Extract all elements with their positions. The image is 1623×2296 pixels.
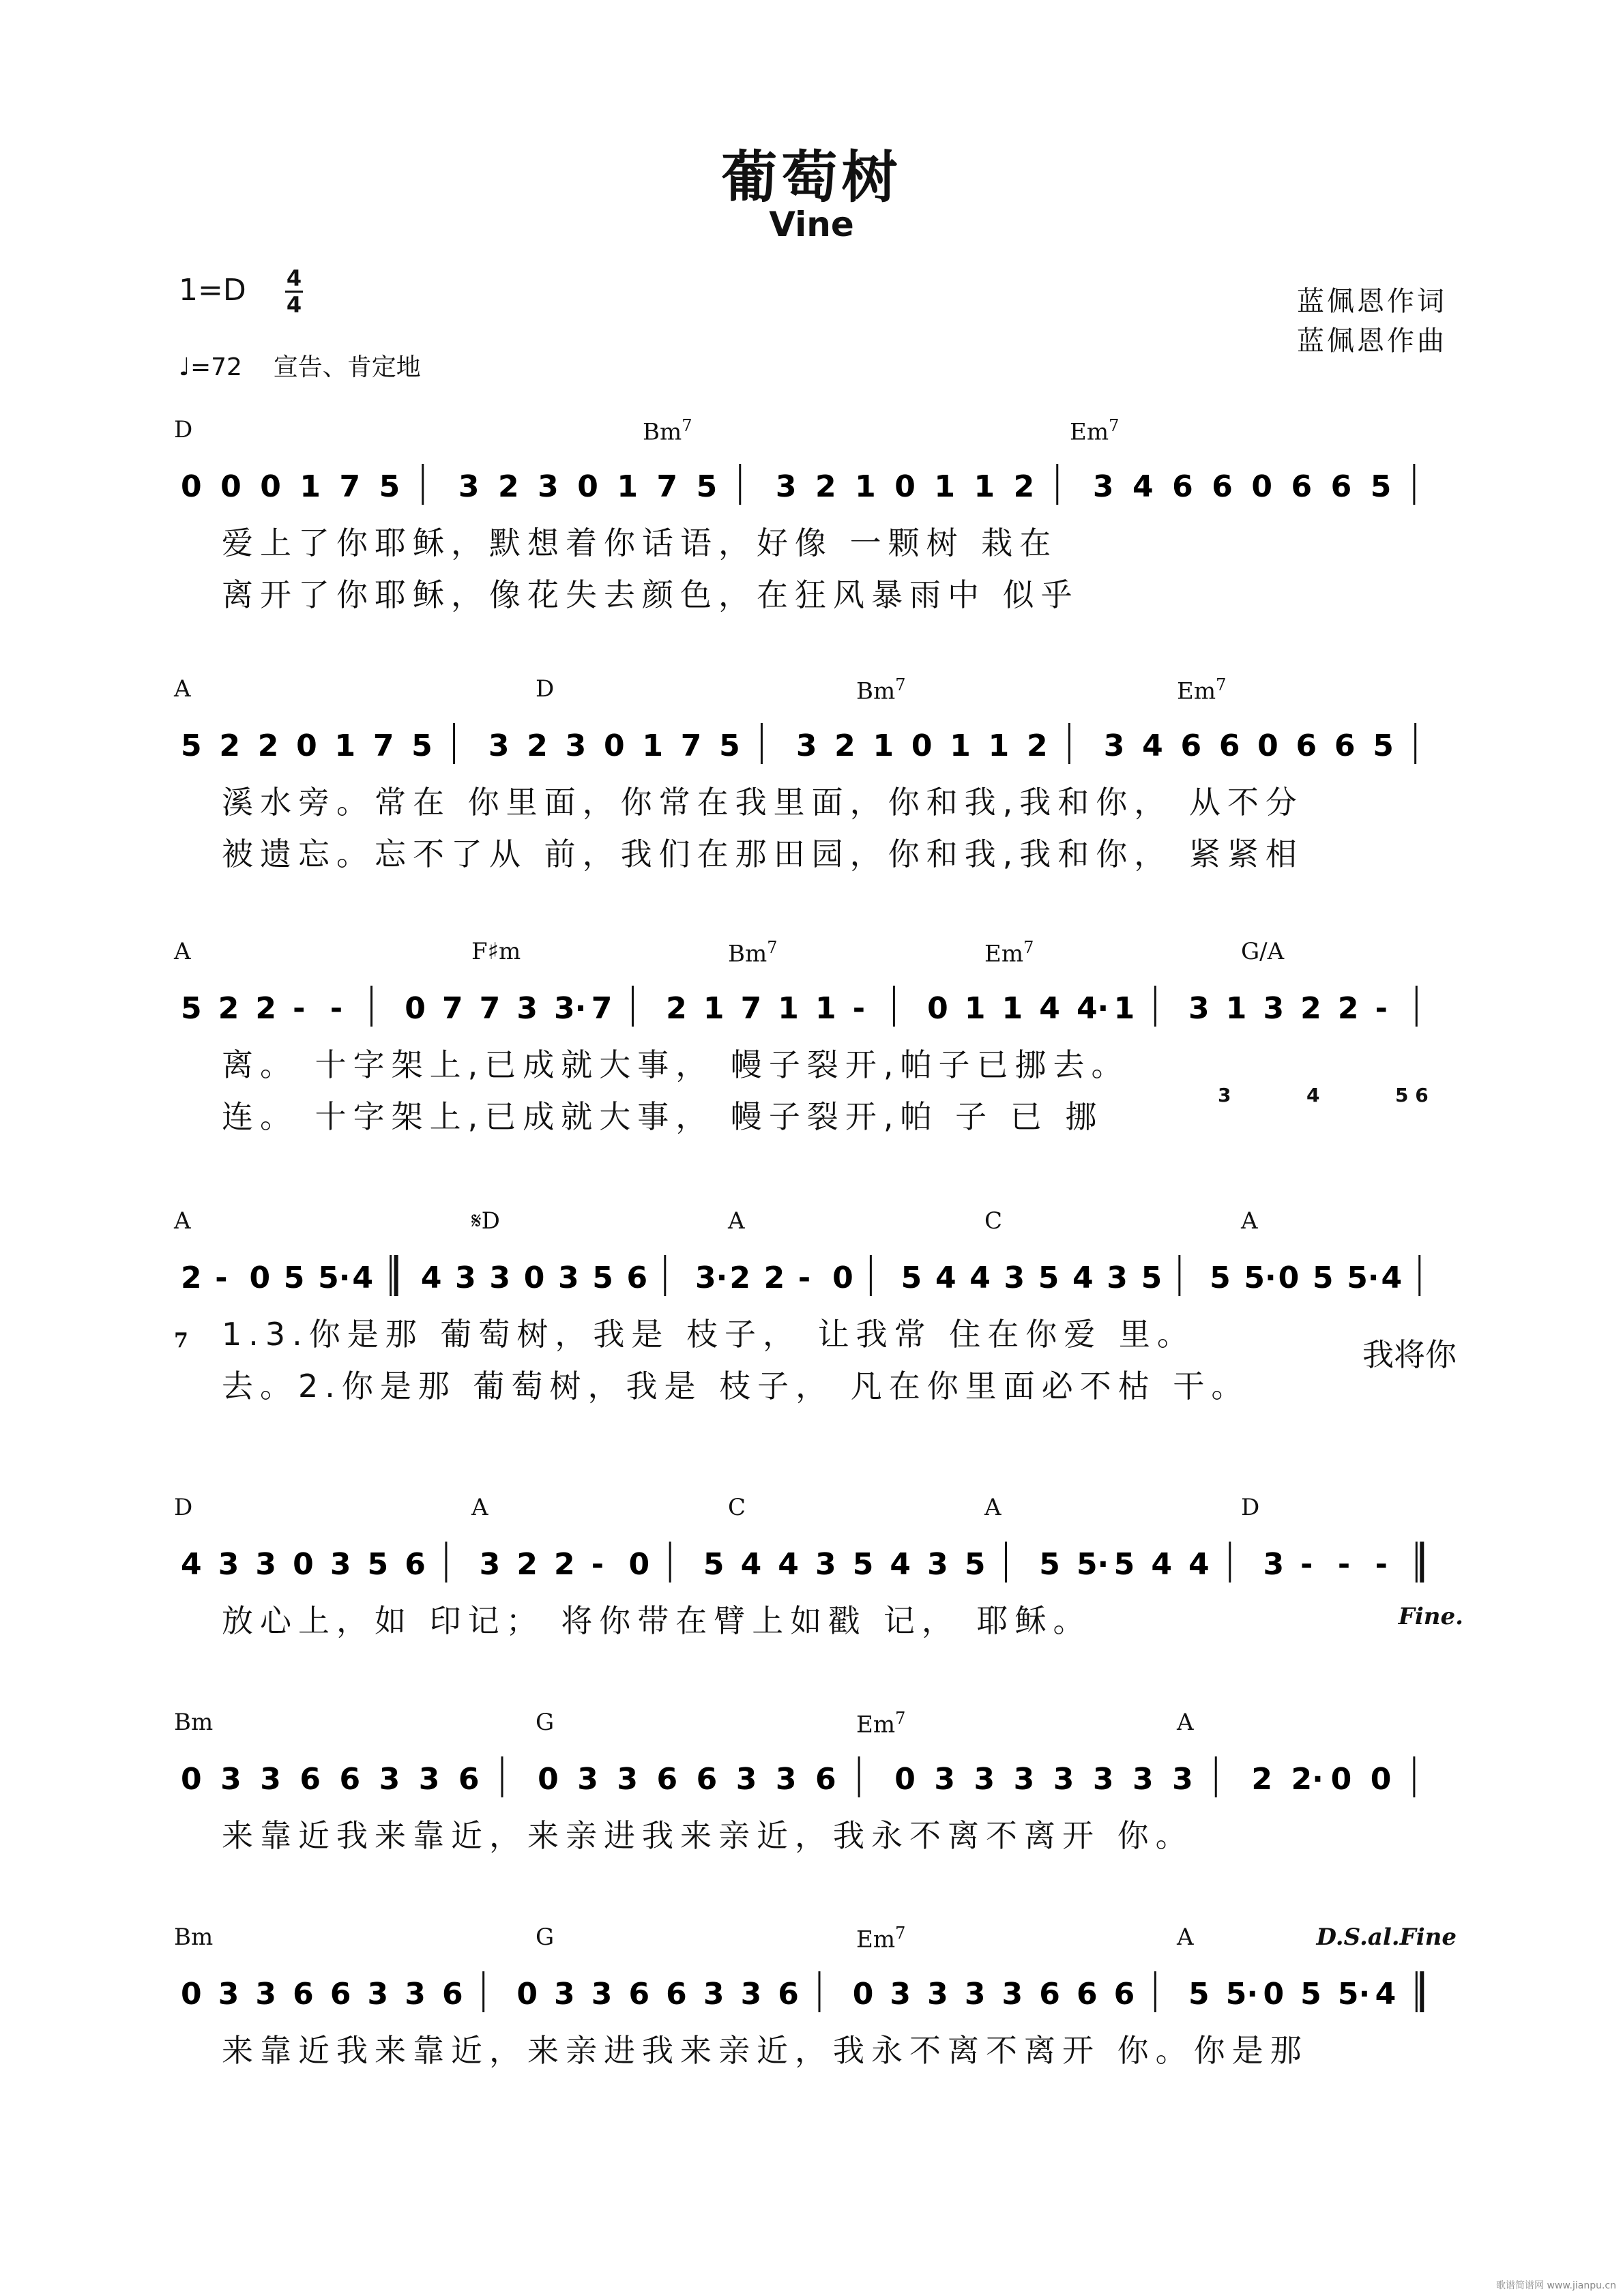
small-note: 7	[174, 1329, 188, 1353]
note-glyph: 1	[642, 728, 663, 763]
note-glyph: 3	[927, 1547, 948, 1582]
music-system	[174, 1709, 1457, 1863]
note-glyph: 2	[1027, 728, 1048, 763]
note-glyph: 6	[441, 1977, 463, 2012]
expression-mark: 宣告、肯定地	[273, 353, 421, 381]
note-glyph: 1	[950, 728, 971, 763]
note-glyph: 4	[890, 1547, 911, 1582]
note-glyph: 2·	[1291, 1762, 1324, 1797]
note-glyph: 3	[1103, 728, 1125, 763]
chord-symbol: A	[1241, 1207, 1258, 1235]
note-glyph: 7	[372, 728, 394, 763]
note-glyph: 0	[220, 469, 242, 504]
note-glyph: 3	[740, 1977, 762, 2012]
note-glyph: 3	[557, 1261, 579, 1295]
note-glyph: 2	[181, 1261, 202, 1295]
note-glyph: 6	[1291, 469, 1313, 504]
note-glyph: 5·	[1225, 1977, 1259, 2012]
lyric-line: 溪水旁。常在 你里面，你常在我里面，你和我,我和你， 从不分	[222, 784, 1304, 821]
chord-symbol: Em$^7$	[1177, 675, 1227, 705]
note-glyph: 5	[1373, 728, 1394, 763]
note-row	[174, 1750, 1457, 1811]
note-glyph: -	[852, 991, 865, 1026]
note-glyph: 5	[1038, 1261, 1059, 1295]
note-glyph: 2	[815, 469, 836, 504]
note-glyph: 3	[890, 1977, 911, 2012]
music-system	[174, 1494, 1463, 1648]
note-glyph: 1	[1225, 991, 1247, 1026]
note-glyph: 4	[1151, 1547, 1172, 1582]
small-note: 5 6	[1395, 1084, 1429, 1106]
time-signature	[285, 266, 303, 317]
chord-symbol: D	[1241, 1494, 1260, 1521]
note-glyph: 4	[778, 1547, 799, 1582]
note-glyph: 3·	[695, 1261, 728, 1295]
note-glyph: 0	[894, 469, 916, 504]
note-glyph: 0	[1278, 1261, 1300, 1295]
note-glyph: 1	[1113, 991, 1135, 1026]
note-glyph: 3	[1092, 469, 1114, 504]
lyric-line: 来靠近我来靠近，来亲进我来亲近，我永不离不离开 你。你是那	[222, 2032, 1308, 2069]
chord-symbol: F♯m	[471, 938, 521, 965]
composer-credit: 蓝佩恩作曲	[1297, 325, 1447, 357]
note-glyph: 4	[1132, 469, 1154, 504]
note-glyph: 4	[181, 1547, 202, 1582]
note-glyph: 6	[405, 1547, 426, 1582]
note-glyph: 4	[969, 1261, 991, 1295]
note-glyph: 5	[1188, 1977, 1210, 2012]
small-note: 3	[1218, 1084, 1231, 1106]
note-glyph: 3	[775, 469, 797, 504]
note-glyph: 6	[293, 1977, 314, 2012]
note-glyph: 3	[260, 1762, 281, 1797]
note-glyph: 4	[1039, 991, 1060, 1026]
note-glyph: 3	[455, 1261, 476, 1295]
note-glyph: 2	[763, 1261, 785, 1295]
watermark: 歌谱简谱网 www.jianpu.cn	[1496, 2280, 1616, 2291]
note-glyph: 3	[330, 1547, 351, 1582]
note-glyph: 5	[1370, 469, 1392, 504]
chord-row	[174, 1709, 1457, 1750]
note-glyph: 3	[255, 1977, 277, 2012]
note-glyph: 6	[1296, 728, 1317, 763]
note-glyph: 5·	[1337, 1977, 1371, 2012]
note-glyph: 3	[591, 1977, 613, 2012]
note-glyph: 5	[852, 1547, 874, 1582]
note-glyph: 0	[1263, 1977, 1285, 2012]
note-glyph: 7	[441, 991, 463, 1026]
note-glyph: 0	[1370, 1762, 1392, 1797]
note-glyph: 5·	[1076, 1547, 1109, 1582]
note-glyph: 3	[964, 1977, 986, 2012]
note-glyph: 3	[1263, 1547, 1285, 1582]
chord-symbol: 𝄋D	[471, 1207, 500, 1235]
note-glyph: 0	[405, 991, 426, 1026]
note-glyph: 5	[901, 1261, 922, 1295]
note-glyph: 3	[488, 728, 510, 763]
note-glyph: 0	[852, 1977, 874, 2012]
note-glyph: 6	[339, 1762, 361, 1797]
note-glyph: 5	[703, 1547, 725, 1582]
note-glyph: 3	[617, 1762, 638, 1797]
chord-symbol: D	[174, 1494, 193, 1521]
chord-symbol: Em$^7$	[856, 1924, 906, 1954]
lyric-line: 离开了你耶稣，像花失去颜色，在狂风暴雨中 似乎	[222, 576, 1079, 613]
note-glyph: 4·	[1076, 991, 1109, 1026]
note-glyph: 3	[516, 991, 538, 1026]
note-glyph: 5	[367, 1547, 389, 1582]
note-glyph: -	[330, 991, 343, 1026]
note-glyph: 0	[260, 469, 281, 504]
chord-symbol: A	[1177, 1709, 1194, 1736]
note-glyph: -	[1337, 1547, 1351, 1582]
note-glyph: -	[1300, 1547, 1313, 1582]
note-glyph: 3	[934, 1762, 955, 1797]
note-glyph: 2	[1337, 991, 1359, 1026]
note-row	[174, 979, 1457, 1040]
note-glyph: 7	[479, 991, 501, 1026]
note-glyph: 3	[1004, 1261, 1025, 1295]
note-glyph: 7	[591, 991, 613, 1026]
note-glyph: 0	[911, 728, 933, 763]
note-glyph: 7	[680, 728, 702, 763]
chord-symbol: A	[174, 1207, 191, 1235]
tempo-mark: ♩=72	[179, 353, 242, 381]
note-glyph: 3	[367, 1977, 389, 2012]
note-glyph: 2	[1251, 1762, 1272, 1797]
note-glyph: 5	[964, 1547, 986, 1582]
note-glyph: 3	[538, 469, 559, 504]
chord-symbol: G/A	[1241, 938, 1285, 965]
note-glyph: 1	[988, 728, 1010, 763]
note-glyph: 0	[1257, 728, 1278, 763]
chord-symbol: A	[174, 675, 191, 703]
note-glyph: 6	[299, 1762, 321, 1797]
note-glyph: 3	[703, 1977, 725, 2012]
note-glyph: 3	[735, 1762, 757, 1797]
note-glyph: 3	[1001, 1977, 1023, 2012]
note-row	[174, 716, 1457, 778]
note-glyph: 5	[1039, 1547, 1060, 1582]
navigation-mark: Fine.	[1398, 1603, 1463, 1630]
note-glyph: 5	[1312, 1261, 1334, 1295]
note-glyph: 1	[934, 469, 955, 504]
lyric-line: 1.3.你是那 葡萄树，我是 枝子， 让我常 住在你爱 里。	[222, 1316, 1195, 1353]
chord-row	[174, 1924, 1457, 1964]
lyric-line: 被遗忘。忘不了从 前，我们在那田园，你和我,我和你， 紧紧相	[222, 836, 1304, 872]
note-glyph: 2	[498, 469, 519, 504]
note-glyph: 0	[577, 469, 598, 504]
note-glyph: 1	[1001, 991, 1023, 1026]
note-glyph: 1	[855, 469, 876, 504]
note-glyph: 4	[740, 1547, 762, 1582]
note-row	[174, 457, 1457, 518]
note-glyph: 3	[974, 1762, 995, 1797]
note-glyph: 1	[299, 469, 321, 504]
note-glyph: 3	[1172, 1762, 1193, 1797]
note-glyph: 0	[628, 1547, 650, 1582]
note-glyph: 6	[1076, 1977, 1098, 2012]
note-glyph: 5	[181, 728, 202, 763]
note-glyph: 6	[1218, 728, 1240, 763]
note-glyph: 3	[458, 469, 480, 504]
note-glyph: 5	[411, 728, 433, 763]
note-glyph: 3	[255, 1547, 277, 1582]
note-glyph: 5·	[1244, 1261, 1276, 1295]
note-glyph: 0	[181, 1762, 202, 1797]
lyric-line: 放心上，如 印记； 将你带在臂上如戳 记， 耶稣。	[222, 1602, 1092, 1639]
chord-symbol: Em$^7$	[1070, 416, 1120, 446]
note-glyph: 1	[778, 991, 799, 1026]
note-glyph: 3	[1053, 1762, 1074, 1797]
note-glyph: 6	[1212, 469, 1233, 504]
note-glyph: 5·	[318, 1261, 351, 1295]
chord-symbol: Bm$^7$	[728, 938, 778, 968]
navigation-mark: D.S.al.Fine	[1316, 1924, 1457, 1951]
note-glyph: 0	[249, 1261, 271, 1295]
note-glyph: 0	[538, 1762, 559, 1797]
note-glyph: 4	[1188, 1547, 1210, 1582]
lyric-line: 连。 十字架上,已成就大事， 幔子裂开,帕 子 已 挪	[222, 1098, 1104, 1135]
note-glyph: 6	[666, 1977, 687, 2012]
note-glyph: 3	[405, 1977, 426, 2012]
note-glyph: 5	[379, 469, 400, 504]
note-glyph: 2	[666, 991, 687, 1026]
note-glyph: 2	[1013, 469, 1035, 504]
chord-row	[174, 675, 1457, 716]
note-glyph: 2	[1300, 991, 1321, 1026]
chord-symbol: A	[984, 1494, 1001, 1521]
key-signature: 1=D	[179, 273, 246, 308]
note-glyph: 2	[218, 991, 239, 1026]
note-glyph: 4	[420, 1261, 442, 1295]
lyric-line: 离。 十字架上,已成就大事， 幔子裂开,帕子已挪去。	[222, 1046, 1130, 1083]
lyric-line: 爱上了你耶稣，默想着你话语，好像 一颗树 栽在	[222, 525, 1058, 561]
chord-symbol: D	[536, 675, 555, 703]
note-glyph: 4	[935, 1261, 956, 1295]
note-glyph: 0	[523, 1261, 545, 1295]
note-glyph: 5	[181, 991, 202, 1026]
note-glyph: 0	[516, 1977, 538, 2012]
note-glyph: 1	[964, 991, 986, 1026]
note-glyph: 1	[815, 991, 836, 1026]
chord-symbol: Bm	[174, 1924, 214, 1951]
chord-symbol: A	[728, 1207, 745, 1235]
note-glyph: 6	[1334, 728, 1356, 763]
note-glyph: 6	[1113, 1977, 1135, 2012]
chord-row	[174, 1494, 1457, 1535]
lyricist-credit: 蓝佩恩作词	[1297, 286, 1447, 317]
lyric-line: 来靠近我来靠近，来亲进我来亲近，我永不离不离开 你。	[222, 1817, 1194, 1854]
note-glyph: 0	[1251, 469, 1272, 504]
side-lyric: 我将你	[1362, 1336, 1457, 1373]
small-note: 4	[1306, 1084, 1320, 1106]
note-glyph: -	[1375, 1547, 1388, 1582]
note-glyph: 1	[617, 469, 638, 504]
note-glyph: 5	[592, 1261, 613, 1295]
note-glyph: 0	[894, 1762, 916, 1797]
note-glyph: 0	[832, 1261, 853, 1295]
note-glyph: 4	[1381, 1261, 1403, 1295]
note-glyph: 3·	[554, 991, 587, 1026]
note-glyph: 0	[1330, 1762, 1352, 1797]
note-glyph: 2	[516, 1547, 538, 1582]
note-glyph: 3	[1092, 1762, 1114, 1797]
note-glyph: 2	[554, 1547, 575, 1582]
note-glyph: 7	[656, 469, 678, 504]
note-glyph: 0	[293, 1547, 314, 1582]
note-glyph: -	[293, 991, 306, 1026]
music-system	[174, 416, 1457, 622]
note-glyph: 5	[283, 1261, 305, 1295]
chord-symbol: Bm$^7$	[643, 416, 692, 446]
note-glyph: 6	[458, 1762, 480, 1797]
music-system	[174, 675, 1457, 881]
note-glyph: 6	[330, 1977, 351, 2012]
note-glyph: 3	[1107, 1261, 1128, 1295]
chord-row	[174, 1207, 1457, 1248]
note-glyph: 3	[815, 1547, 836, 1582]
note-glyph: 6	[628, 1977, 650, 2012]
note-glyph: 4	[1142, 728, 1163, 763]
chord-symbol: Bm$^7$	[856, 675, 906, 705]
lyric-line: 去。2.你是那 葡萄树，我是 枝子， 凡在你里面必不枯 干。	[222, 1368, 1250, 1404]
note-glyph: 6	[656, 1762, 678, 1797]
note-glyph: -	[591, 1547, 604, 1582]
note-glyph: 1	[334, 728, 356, 763]
music-system	[174, 938, 1457, 1144]
note-glyph: 3	[220, 1762, 242, 1797]
chord-symbol: Bm	[174, 1709, 214, 1736]
chord-symbol: A	[471, 1494, 488, 1521]
note-glyph: 0	[181, 1977, 202, 2012]
note-glyph: 3	[1188, 991, 1210, 1026]
note-glyph: 6	[815, 1762, 836, 1797]
note-glyph: 3	[489, 1261, 511, 1295]
note-glyph: 3	[1013, 1762, 1035, 1797]
music-system	[174, 1924, 1457, 2078]
chord-symbol: A	[1177, 1924, 1194, 1951]
note-glyph: 4	[1072, 1261, 1094, 1295]
note-glyph: 5	[1141, 1261, 1163, 1295]
note-row	[174, 1535, 1457, 1596]
note-glyph: 2	[834, 728, 856, 763]
chord-row	[174, 938, 1457, 979]
time-top: 4	[286, 265, 302, 291]
note-glyph: 3	[1132, 1762, 1154, 1797]
chord-symbol: C	[984, 1207, 1003, 1235]
note-glyph: 6	[778, 1977, 799, 2012]
note-glyph: 3	[218, 1547, 239, 1582]
note-glyph: 2	[255, 991, 277, 1026]
note-glyph: 5·	[1347, 1261, 1379, 1295]
note-glyph: 3	[418, 1762, 440, 1797]
chord-symbol: C	[728, 1494, 746, 1521]
note-glyph: 3	[927, 1977, 948, 2012]
note-glyph: 6	[1172, 469, 1193, 504]
note-glyph: 5	[696, 469, 718, 504]
note-glyph: -	[798, 1261, 811, 1295]
note-glyph: 7	[740, 991, 762, 1026]
chord-symbol: A	[174, 938, 191, 965]
note-glyph: 3	[1263, 991, 1285, 1026]
tempo-line	[179, 348, 421, 383]
note-row	[174, 1248, 1457, 1310]
music-system	[174, 1207, 1457, 1413]
note-glyph: 3	[795, 728, 817, 763]
note-glyph: 1	[974, 469, 995, 504]
note-glyph: 0	[604, 728, 625, 763]
note-glyph: -	[215, 1261, 228, 1295]
note-glyph: 3	[565, 728, 587, 763]
note-glyph: 2	[527, 728, 548, 763]
note-glyph: 6	[696, 1762, 718, 1797]
chord-symbol: G	[536, 1924, 555, 1951]
note-glyph: 0	[296, 728, 317, 763]
note-glyph: 3	[218, 1977, 239, 2012]
chord-row	[174, 416, 1457, 457]
note-glyph: 6	[1180, 728, 1202, 763]
note-glyph: 5	[1300, 1977, 1321, 2012]
note-glyph: 4	[352, 1261, 373, 1295]
note-glyph: 7	[339, 469, 361, 504]
note-glyph: 2	[219, 728, 240, 763]
note-glyph: -	[1375, 991, 1388, 1026]
song-title: 葡萄树	[721, 145, 902, 210]
note-row	[174, 1964, 1457, 2026]
note-glyph: 3	[379, 1762, 400, 1797]
note-glyph: 3	[479, 1547, 501, 1582]
note-glyph: 6	[1039, 1977, 1060, 2012]
note-glyph: 3	[577, 1762, 598, 1797]
note-glyph: 3	[554, 1977, 575, 2012]
song-subtitle: Vine	[769, 205, 854, 244]
note-glyph: 5	[719, 728, 740, 763]
time-bottom: 4	[286, 292, 302, 318]
chord-symbol: D	[174, 416, 193, 443]
note-glyph: 1	[703, 991, 725, 1026]
chord-symbol: Em$^7$	[856, 1709, 906, 1739]
chord-symbol: G	[536, 1709, 555, 1736]
note-glyph: 4	[1375, 1977, 1397, 2012]
note-glyph: 3	[775, 1762, 797, 1797]
note-glyph: 2	[257, 728, 279, 763]
note-glyph: 0	[181, 469, 202, 504]
note-glyph: 2	[729, 1261, 750, 1295]
note-glyph: 0	[927, 991, 948, 1026]
note-glyph: 1	[873, 728, 894, 763]
chord-symbol: Em$^7$	[984, 938, 1034, 968]
note-glyph: 6	[1330, 469, 1352, 504]
note-glyph: 5	[1113, 1547, 1135, 1582]
note-glyph: 5	[1210, 1261, 1231, 1295]
note-glyph: 6	[626, 1261, 648, 1295]
